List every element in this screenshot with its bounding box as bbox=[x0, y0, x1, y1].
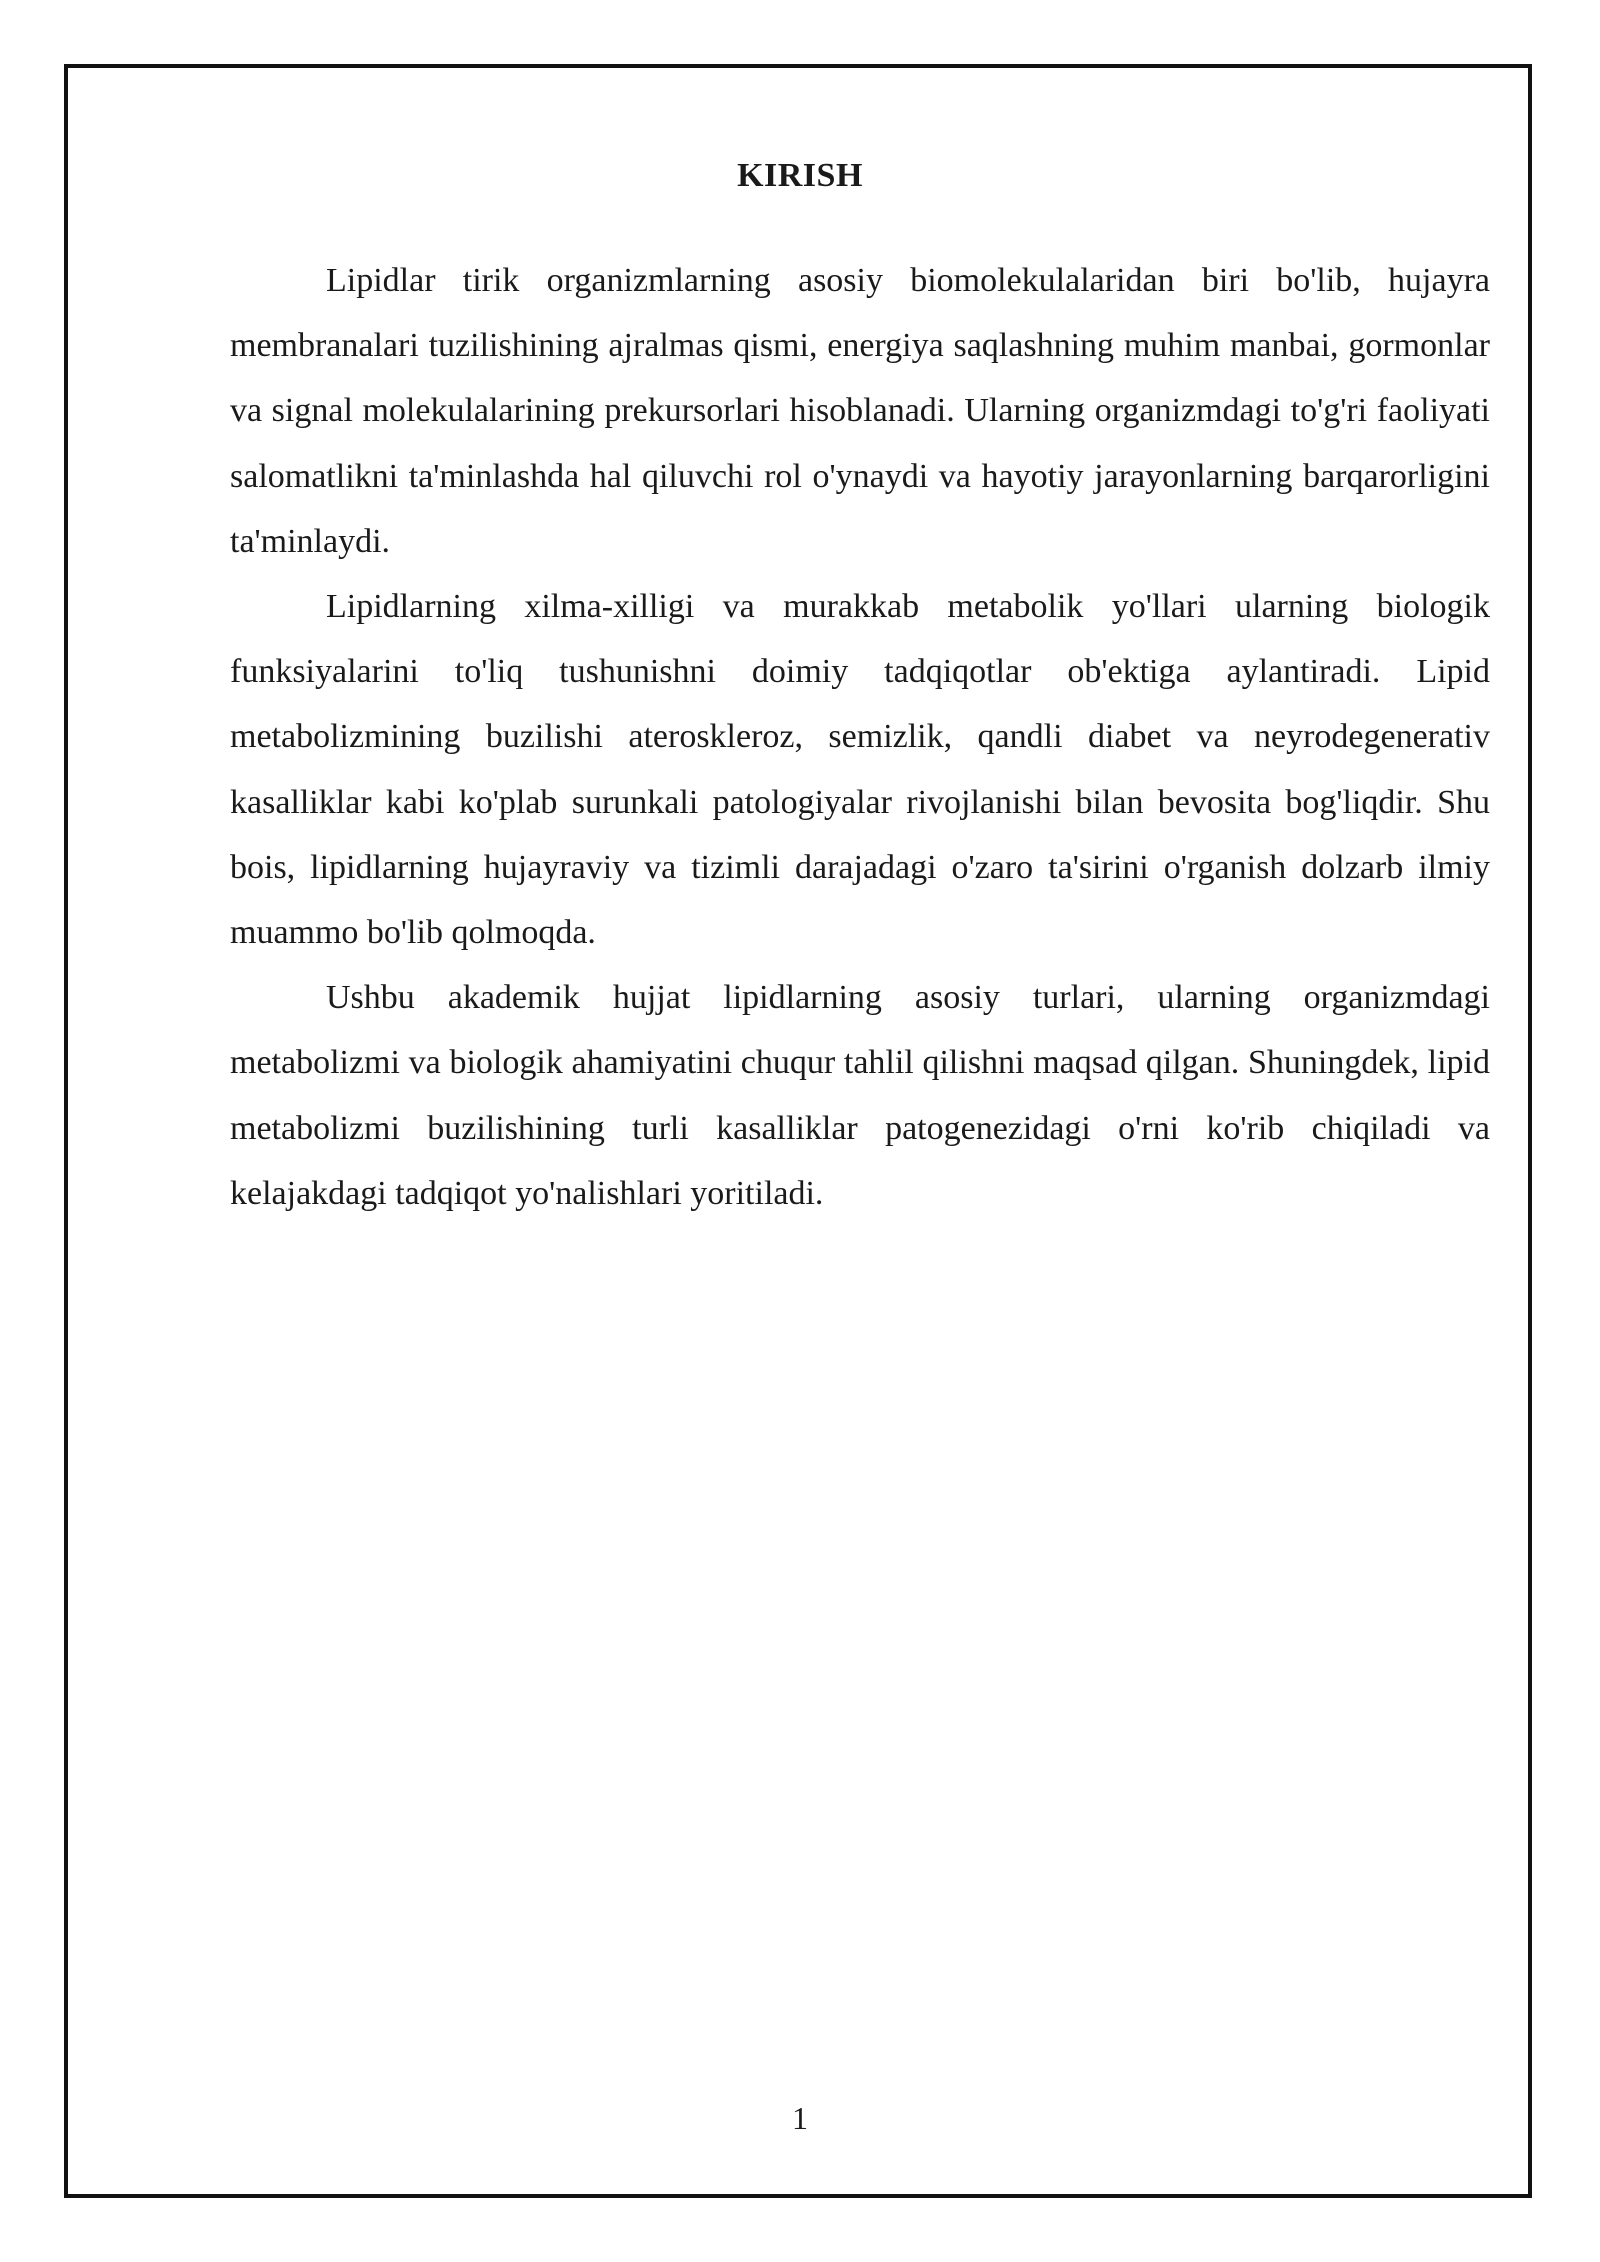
page-number: 1 bbox=[792, 2100, 808, 2136]
page-title: KIRISH bbox=[737, 157, 863, 194]
paragraph-3: Ushbu akademik hujjat lipidlarning asosiy turlari, ularning organizmdagi metabolizmi va biologik ahamiyatini chuqur tahlil qilishni maqsad qilgan. Shuningdek, lipid metabolizmi buzilishining turli kasalliklar patogenezidagi o'rni ko'rib chiqiladi va kelajakdagi tadqiqot yo'nalishlari yoritiladi. bbox=[230, 979, 1490, 1212]
paragraph-2: Lipidlarning xilma-xilligi va murakkab metabolik yo'llari ularning biologik funksiyalarini to'liq tushunishni doimiy tadqiqotlar ob'ektiga aylantiradi. Lipid metabolizmining buzilishi ateroskleroz, semizlik, qandli diabet va neyrodegenerativ kasalliklar kabi ko'plab surunkali patologiyalar rivojlanishi bilan bevosita bog'liqdir. Shu bois, lipidlarning hujayraviy va tizimli darajadagi o'zaro ta'sirini o'rganish dolzarb ilmiy muammo bo'lib qolmoqda. bbox=[230, 588, 1490, 952]
document-body bbox=[230, 248, 1490, 1226]
paragraph-1: Lipidlar tirik organizmlarning asosiy biomolekulalaridan biri bo'lib, hujayra membranalari tuzilishining ajralmas qismi, energiya saqlashning muhim manbai, gormonlar va signal molekulalarining prekursorlari hisoblanadi. Ularning organizmdagi to'g'ri faoliyati salomatlikni ta'minlashda hal qiluvchi rol o'ynaydi va hayotiy jarayonlarning barqarorligini ta'minlaydi. bbox=[230, 262, 1490, 560]
